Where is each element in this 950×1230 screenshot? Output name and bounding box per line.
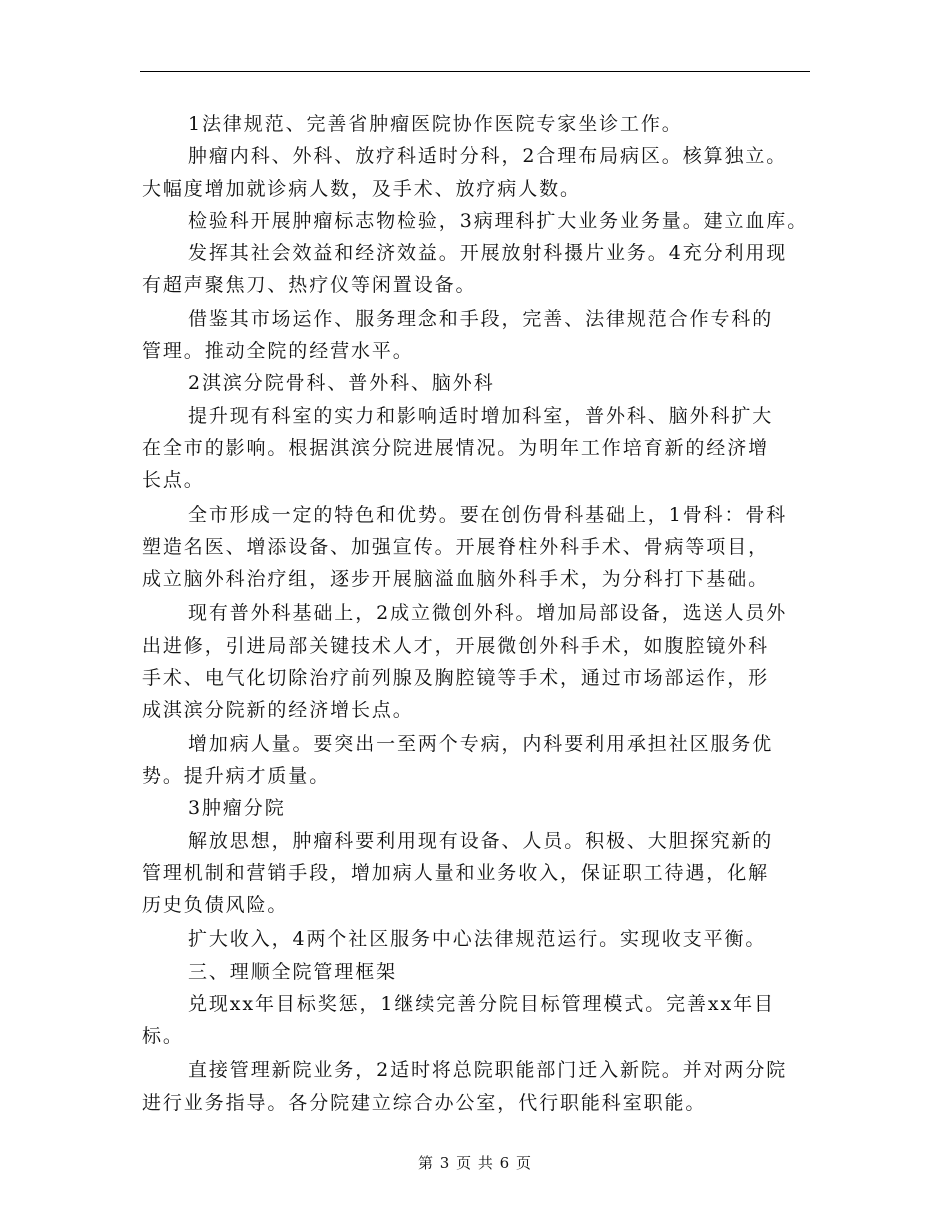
text-line: 历史负债风险。 xyxy=(142,894,289,916)
text-line: 大幅度增加就诊病人数，及手术、放疗病人数。 xyxy=(142,178,581,200)
text-line: 肿瘤内科、外科、放疗科适时分科，2合理布局病区。核算独立。 xyxy=(188,145,788,167)
text-line: 手术、电气化切除治疗前列腺及胸腔镜等手术，通过市场部运作，形 xyxy=(142,667,770,689)
text-line: 扩大收入，4两个社区服务中心法律规范运行。实现收支平衡。 xyxy=(188,928,767,950)
text-line: 借鉴其市场运作、服务理念和手段，完善、法律规范合作专科的 xyxy=(188,308,774,330)
text-line: 3肿瘤分院 xyxy=(188,797,286,819)
text-line: 在全市的影响。根据淇滨分院进展情况。为明年工作培育新的经济增 xyxy=(142,437,770,459)
text-line: 解放思想，肿瘤科要利用现有设备、人员。积极、大胆探究新的 xyxy=(188,830,774,852)
text-line: 成淇滨分院新的经济增长点。 xyxy=(142,699,414,721)
text-line: 提升现有科室的实力和影响适时增加科室，普外科、脑外科扩大 xyxy=(188,405,774,427)
text-line: 1法律规范、完善省肿瘤医院协作医院专家坐诊工作。 xyxy=(188,113,683,135)
text-line: 势。提升病才质量。 xyxy=(142,765,331,787)
text-line: 2淇滨分院骨科、普外科、脑外科 xyxy=(188,372,495,394)
text-line: 管理机制和营销手段，增加病人量和业务收入，保证职工待遇，化解 xyxy=(142,862,770,884)
text-line: 现有普外科基础上，2成立微创外科。增加局部设备，选送人员外 xyxy=(188,602,788,624)
text-line: 塑造名医、增添设备、加强宣传。开展脊柱外科手术、骨病等项目， xyxy=(142,536,770,558)
text-line: 直接管理新院业务，2适时将总院职能部门迁入新院。并对两分院 xyxy=(188,1059,788,1081)
text-line: 兑现xx年目标奖惩，1继续完善分院目标管理模式。完善xx年目 xyxy=(188,993,775,1015)
text-line: 标。 xyxy=(142,1025,184,1047)
text-line: 长点。 xyxy=(142,469,205,491)
text-line: 管理。推动全院的经营水平。 xyxy=(142,340,414,362)
text-line: 成立脑外科治疗组，逐步开展脑溢血脑外科手术，为分科打下基础。 xyxy=(142,568,770,590)
text-line: 三、理顺全院管理框架 xyxy=(188,961,398,983)
text-line: 全市形成一定的特色和优势。要在创伤骨科基础上，1骨科：骨科 xyxy=(188,504,788,526)
text-line: 增加病人量。要突出一至两个专病，内科要利用承担社区服务优 xyxy=(188,733,774,755)
text-line: 检验科开展肿瘤标志物检验，3病理科扩大业务业务量。建立血库。 xyxy=(188,210,809,232)
text-line: 发挥其社会效益和经济效益。开展放射科摄片业务。4充分利用现 xyxy=(188,242,788,264)
page-number: 第 3 页 共 6 页 xyxy=(418,1154,532,1172)
text-line: 进行业务指导。各分院建立综合办公室，代行职能科室职能。 xyxy=(142,1092,707,1114)
text-line: 出进修，引进局部关键技术人才，开展微创外科手术，如腹腔镜外科 xyxy=(142,635,770,657)
text-line: 有超声聚焦刀、热疗仪等闲置设备。 xyxy=(142,274,477,296)
